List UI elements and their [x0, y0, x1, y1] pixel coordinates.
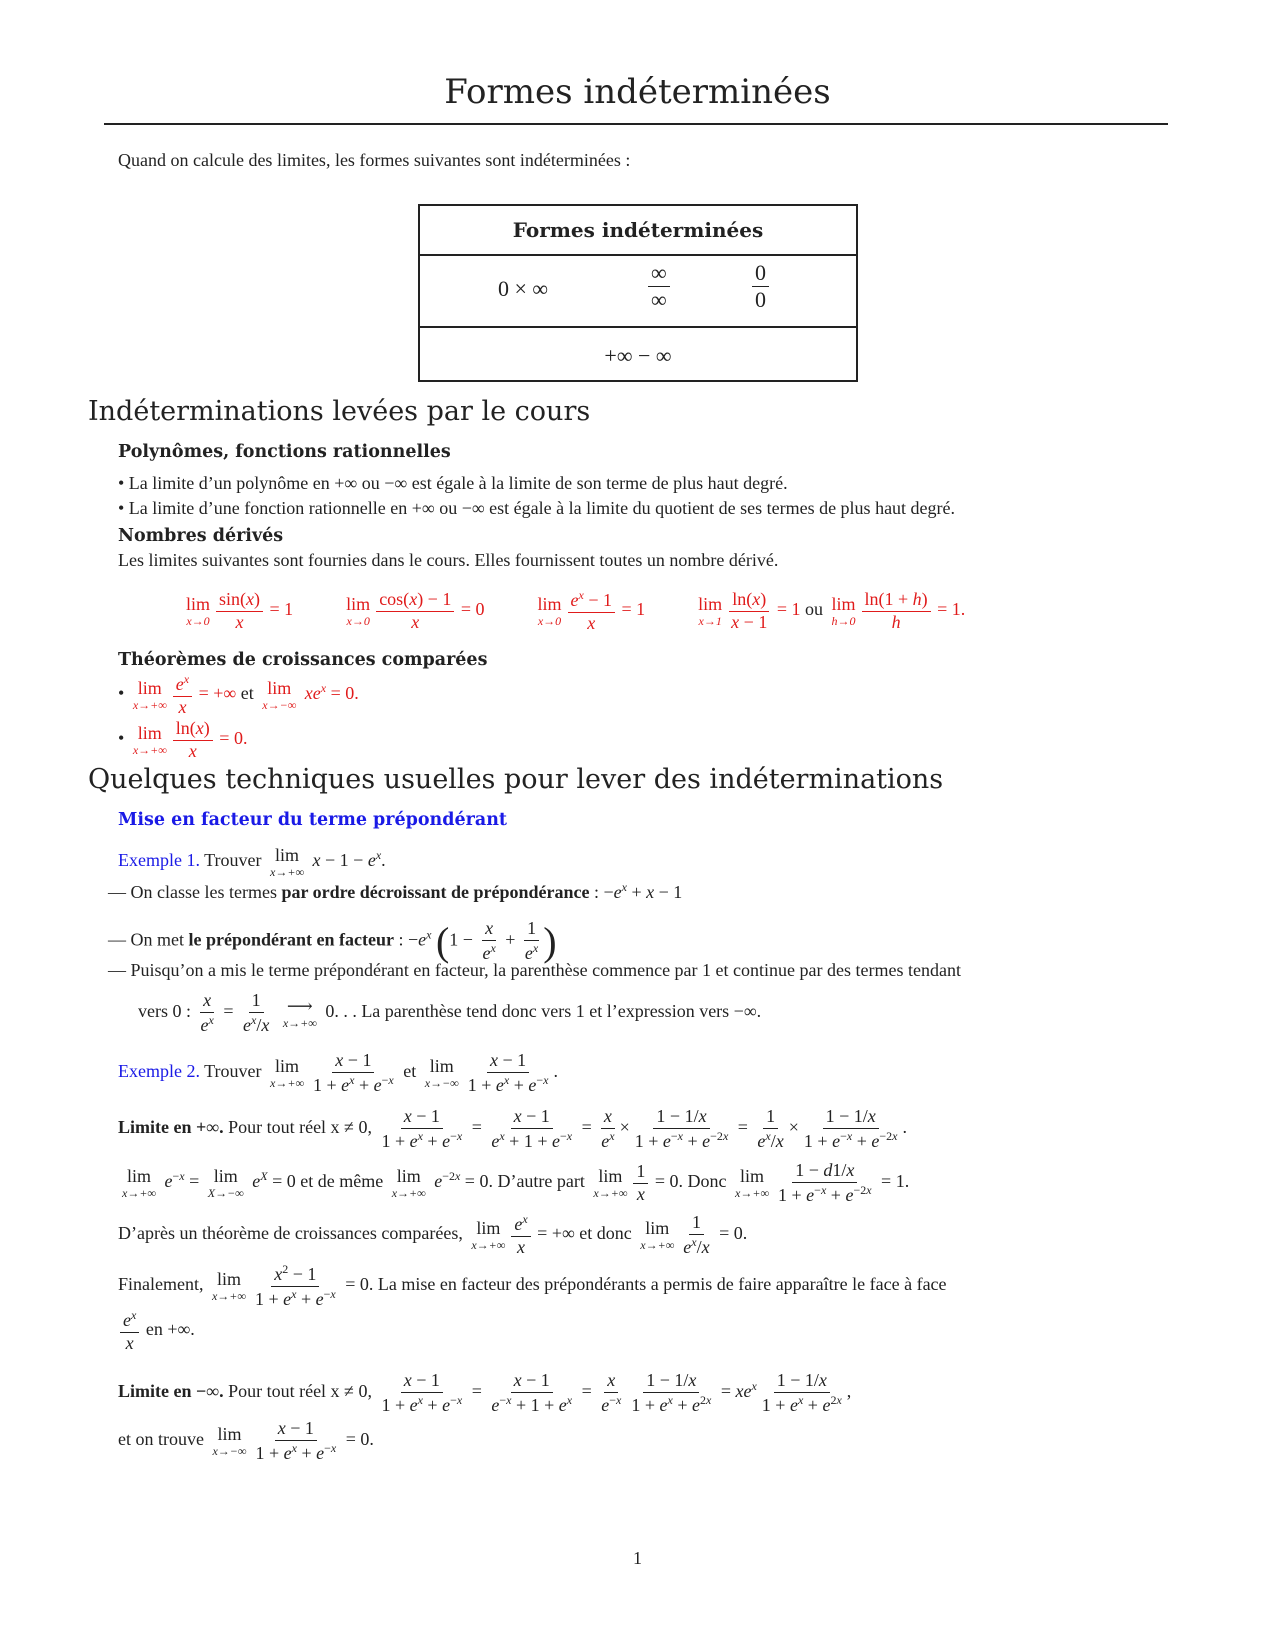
finalement-cont: $\frac{e^x}{x}$ en +∞. — [118, 1308, 195, 1354]
bullet-polynome: • La limite d’un polynôme en +∞ ou −∞ est égale à la limite de son terme de plus haut degré. — [118, 473, 788, 493]
limits-line: lim x→+∞ $e^{-x} = \lim$ X→−∞ $e^X = 0$ et de même lim x→+∞ $e^{-2x} = 0$. D’autre part lim x→+∞ $\frac{1}{x}$ = 0. Donc lim x→+∞ $\frac{1 - d1/x}{1 + e^{-x} + e^{-2x}}$ = 1. — [122, 1160, 910, 1205]
cell-product: 0 × ∞ — [498, 276, 549, 301]
page-number: 1 — [633, 1548, 642, 1568]
page-title: Formes indéterminées — [444, 72, 831, 112]
exemple-2: Exemple 2. Trouver lim x→+∞ $\frac{x - 1}{1 + e^x + e^{-x}}$ et lim x→−∞ $\frac{x - 1}{1 + e^x + e^{-x}}$ . — [118, 1050, 558, 1095]
dash-2: — On met le prépondérant en facteur : $-e^x$ (1 − $\frac{x}{e^x}$ + $\frac{1}{e^x}$ ) — [108, 918, 557, 964]
croiss-bullet-2: • lim x→+∞ $\frac{\ln(x)}{x}$ = 0. — [118, 718, 248, 761]
section2-title: Quelques techniques usuelles pour lever des indéterminations — [88, 764, 944, 795]
sub-polynomes: Polynômes, fonctions rationnelles — [118, 442, 451, 462]
indeterminate-forms-table — [418, 204, 858, 382]
table-row-1 — [420, 256, 856, 328]
finalement-line: Finalement, lim x→+∞ $\frac{x^2 - 1}{1 + e^x + e^{-x}}$ = 0. La mise en facteur des prépondérants a permis de faire apparaître le face à face — [118, 1262, 947, 1309]
cell-frac-inf: ∞ ∞ — [648, 260, 670, 314]
on-trouve-line: et on trouve lim x→−∞ $\frac{x - 1}{1 + e^x + e^{-x}}$ = 0. — [118, 1418, 374, 1463]
dash-3-cont: vers 0 : $\frac{x}{e^x}$ = $\frac{1}{e^x/x}$ ⟶ x→+∞ 0. . . La parenthèse tend donc vers 1 et l’expression vers −∞. — [138, 990, 762, 1035]
limite-plus-inf: Limite en +∞. Pour tout réel x ≠ 0, $\frac{x - 1}{1 + e^x + e^{-x}}$ = $\frac{x - 1}{e^x + 1 + e^{-x}}$ = $\frac{x}{e^x}$ × $\frac{1 - 1/x}{1 + e^{-x} + e^{-2x}}$ = $\frac{1}{e^x/x}$ × $\frac{1 - 1/x}{1 + e^{-x} + e^{-2x}}$ . — [118, 1106, 907, 1151]
section1-title: Indéterminations levées par le cours — [88, 396, 591, 427]
table-header: Formes indéterminées — [420, 206, 856, 256]
derivs-text: Les limites suivantes sont fournies dans le cours. Elles fournissent toutes un nombre dérivé. — [118, 550, 779, 570]
croiss-bullet-1: • lim x→+∞ $\frac{e^x}{x}$ = +∞ et lim x→−∞ $xe^x = 0$. — [118, 672, 359, 717]
dash-1: — On classe les termes par ordre décroissant de prépondérance : $-e^x + x - 1$ — [108, 880, 683, 902]
dash-3: — Puisqu’on a mis le terme prépondérant en facteur, la parenthèse commence par 1 et continue par des termes tendant — [108, 960, 961, 980]
sub-mise-en-facteur: Mise en facteur du terme prépondérant — [118, 810, 508, 830]
exemple-1: Exemple 1. Trouver lim x→+∞ $x - 1 - e^x$. — [118, 845, 386, 879]
cell-frac-zero: 0 0 — [752, 260, 769, 314]
sub-croissances: Théorèmes de croissances comparées — [118, 650, 488, 670]
sub-nombres-derives: Nombres dérivés — [118, 526, 284, 546]
title-rule — [104, 123, 1168, 125]
intro-text: Quand on calcule des limites, les formes suivantes sont indéterminées : — [118, 150, 631, 170]
table-row-2: +∞ − ∞ — [604, 343, 672, 368]
bullet-rationnelle: • La limite d’une fonction rationnelle en +∞ ou −∞ est égale à la limite du quotient de ses termes de plus haut degré. — [118, 498, 956, 518]
croiss-line: D’après un théorème de croissances comparées, lim x→+∞ $\frac{e^x}{x}$ = +∞ et donc lim x→+∞ $\frac{1}{e^x/x}$ = 0. — [118, 1212, 748, 1257]
derivative-limits: lim x→0 $\frac{\sin(x)}{x}$ = 1 lim x→0 $\frac{\cos(x) - 1}{x}$ = 0 lim x→0 $\frac{e^x - 1}{x}$ = 1 lim x→1 $\frac{\ln(x)}{x - 1}$ = 1 ou lim h→0 $\frac{\ln(1 + h)}{h}$ = 1. — [186, 588, 966, 633]
limite-moins-inf: Limite en −∞. Pour tout réel x ≠ 0, $\frac{x - 1}{1 + e^x + e^{-x}}$ = $\frac{x - 1}{e^{-x} + 1 + e^x}$ = $\frac{x}{e^{-x}}$ $\frac{1 - 1/x}{1 + e^x + e^{2x}}$ = $xe^x$ $\frac{1 - 1/x}{1 + e^x + e^{2x}}$ , — [118, 1370, 852, 1415]
